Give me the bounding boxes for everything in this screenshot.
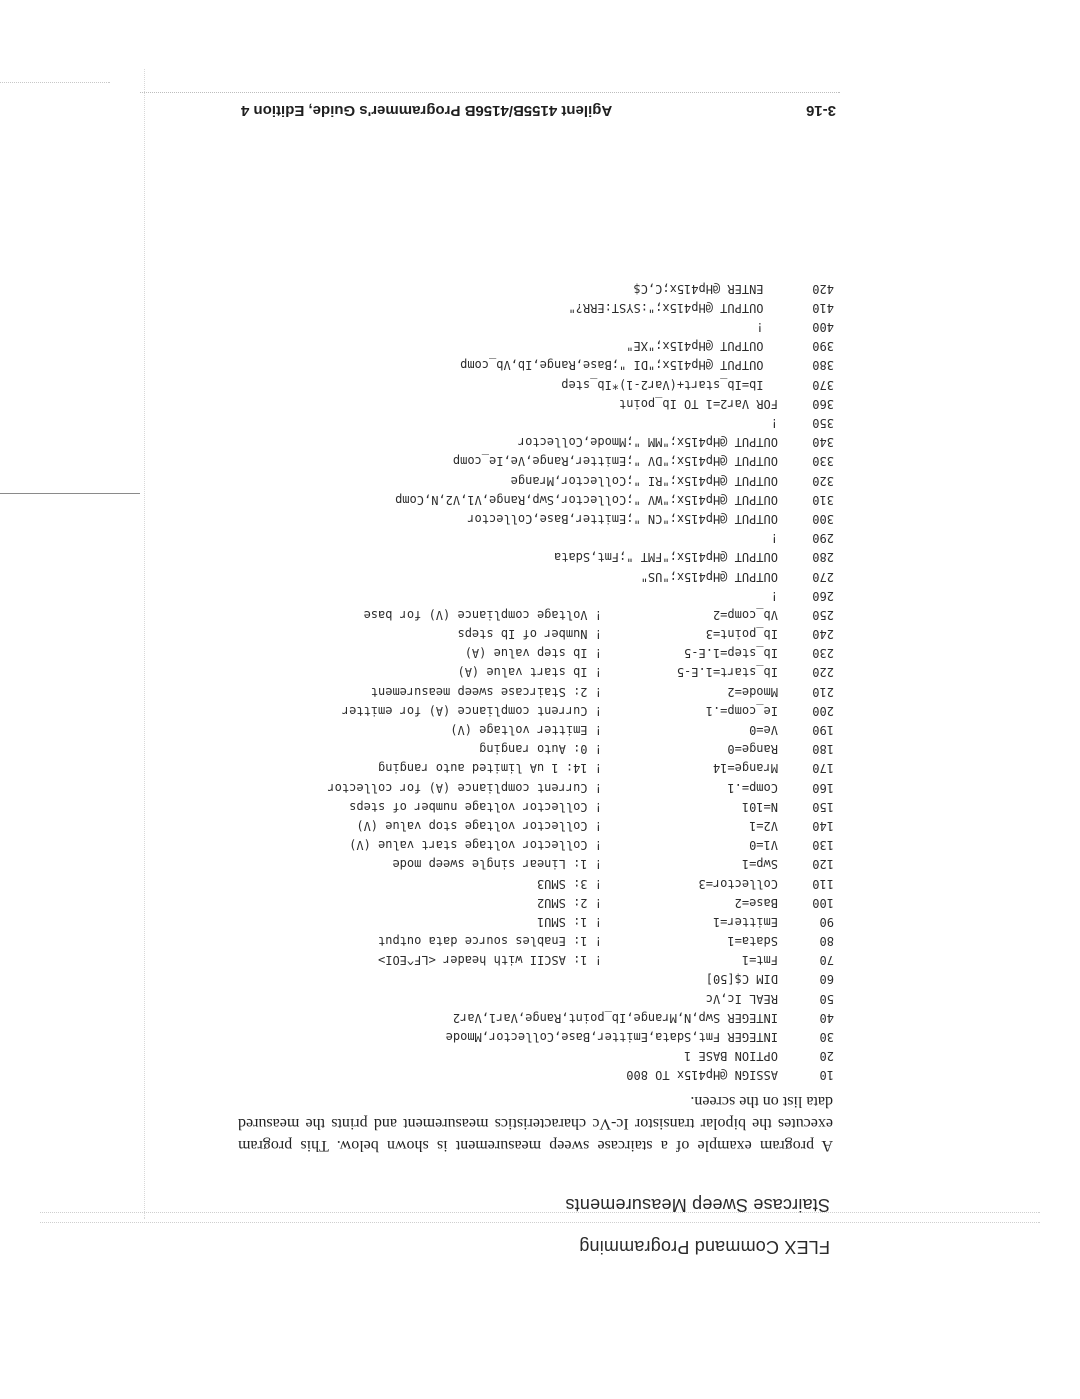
code-comment: ! 1: Enables source data output: [378, 934, 602, 949]
line-number: 60: [819, 972, 834, 987]
line-number: 270: [812, 569, 834, 584]
code-statement: Range=0: [727, 742, 778, 757]
code-statement: Emitter=1: [712, 914, 778, 929]
code-line: [214, 318, 834, 337]
code-comment: ! Voltage compliance (V) for base: [363, 607, 602, 622]
line-number: 40: [819, 1010, 834, 1025]
code-comment: ! Collector voltage number of steps: [349, 799, 602, 814]
code-comment: ! Ib start value (A): [457, 665, 602, 680]
code-statement: Swp=1: [741, 857, 778, 872]
code-statement: !: [770, 416, 778, 431]
code-line: [214, 893, 834, 912]
code-line: [214, 701, 834, 720]
code-statement: FOR Var2=1 TO Ib_point: [619, 396, 778, 411]
line-number: 50: [819, 991, 834, 1006]
code-statement: Base=2: [734, 895, 778, 910]
code-statement: OUTPUT @Hp415x;"FMT ";Fmt,Sdata: [554, 550, 778, 565]
line-number: 390: [812, 339, 834, 354]
line-number: 220: [812, 665, 834, 680]
code-line: [214, 1047, 834, 1066]
code-statement: ASSIGN @Hp415x TO 800: [626, 1068, 778, 1083]
footer-rule: [140, 92, 840, 93]
code-listing: [214, 279, 834, 1085]
line-number: 140: [812, 818, 834, 833]
code-comment: ! Current compliance (A) for collector: [327, 780, 602, 795]
code-line: [214, 644, 834, 663]
line-number: 130: [812, 838, 834, 853]
line-number: 160: [812, 780, 834, 795]
code-line: [214, 797, 834, 816]
code-statement: DIM C$[50]: [705, 972, 778, 987]
scan-border-right: [144, 69, 145, 1219]
code-line: [214, 298, 834, 317]
code-line: [214, 413, 834, 432]
scan-border-top-2: [40, 1212, 1040, 1213]
code-statement: N=101: [741, 799, 778, 814]
line-number: 350: [812, 416, 834, 431]
section-title: FLEX Command Programming: [579, 1237, 830, 1257]
line-number: 380: [812, 358, 834, 373]
code-line: [214, 1066, 834, 1085]
code-line: [214, 529, 834, 548]
subsection-title: Staircase Sweep Measurements: [565, 1195, 830, 1215]
code-line: [214, 509, 834, 528]
code-statement: INTEGER Fmt,Sdata,Emitter,Base,Collector,Mmode: [445, 1030, 778, 1045]
code-line: [214, 912, 834, 931]
code-statement: INTEGER Swp,N,Mrange,Ib_point,Range,Var1,Var2: [452, 1010, 778, 1025]
code-comment: ! 2: Staircase sweep measurement: [370, 684, 602, 699]
line-number: 290: [812, 531, 834, 546]
code-line: [214, 855, 834, 874]
code-statement: Collector=3: [698, 876, 778, 891]
code-line: [214, 682, 834, 701]
line-number: 240: [812, 627, 834, 642]
code-line: [214, 337, 834, 356]
line-number: 10: [819, 1068, 834, 1083]
line-number: 80: [819, 934, 834, 949]
line-number: 190: [812, 723, 834, 738]
code-statement: OUTPUT @Hp415x;"MM ";Mmode,Collector: [517, 435, 778, 450]
code-statement: OUTPUT @Hp415x;"RI ";Collector,Mrange: [510, 473, 778, 488]
line-number: 150: [812, 799, 834, 814]
code-line: [214, 874, 834, 893]
code-line: [214, 471, 834, 490]
code-line: [214, 567, 834, 586]
line-number: 90: [819, 914, 834, 929]
code-comment: ! Current compliance (A) for emitter: [341, 703, 602, 718]
code-line: [214, 816, 834, 835]
code-statement: V1=0: [749, 838, 778, 853]
code-comment: ! 0: Auto ranging: [479, 742, 602, 757]
code-line: [214, 778, 834, 797]
code-statement: !: [770, 588, 778, 603]
code-statement: Vb_comp=2: [712, 607, 778, 622]
code-comment: ! Collector voltage start value (V): [349, 838, 602, 853]
code-statement: OUTPUT @Hp415x;"DV ";Emitter,Range,Ve,Ie_comp: [452, 454, 778, 469]
code-statement: Comp=.1: [727, 780, 778, 795]
line-number: 300: [812, 511, 834, 526]
line-number: 280: [812, 550, 834, 565]
code-statement: OUTPUT @Hp415x;"DI ";Base,Range,Ib,Vb_comp: [460, 358, 778, 373]
code-statement: !: [756, 320, 778, 335]
document-title: Agilent 4155B/4156B Programmer's Guide, Edition 4: [241, 102, 613, 119]
line-number: 200: [812, 703, 834, 718]
code-line: [214, 433, 834, 452]
code-line: [214, 625, 834, 644]
code-comment: ! 14: 1 uA limited auto ranging: [378, 761, 602, 776]
code-statement: Ib_step=1.E-5: [684, 646, 778, 661]
line-number: 250: [812, 607, 834, 622]
code-line: [214, 1027, 834, 1046]
line-number: 100: [812, 895, 834, 910]
code-comment: ! Collector voltage stop value (V): [356, 818, 602, 833]
code-line: [214, 586, 834, 605]
line-number: 180: [812, 742, 834, 757]
line-number: 320: [812, 473, 834, 488]
line-number: 410: [812, 300, 834, 315]
code-statement: Mrange=14: [712, 761, 778, 776]
code-line: [214, 279, 834, 298]
code-line: [214, 452, 834, 471]
code-line: [214, 1008, 834, 1027]
code-line: [214, 605, 834, 624]
code-statement: Fmt=1: [741, 953, 778, 968]
line-number: 400: [812, 320, 834, 335]
line-number: 230: [812, 646, 834, 661]
line-number: 360: [812, 396, 834, 411]
line-number: 210: [812, 684, 834, 699]
line-number: 70: [819, 953, 834, 968]
page-footer: [241, 97, 836, 119]
intro-paragraph: A program example of a staircase sweep measurement is shown below. This program executes the bipolar transistor Ic-Vc characteristics measurement and prints the measured data list on the screen.: [238, 1093, 833, 1154]
code-statement: OUTPUT @Hp415x;"CN ";Emitter,Base,Collector: [467, 511, 778, 526]
code-comment: ! Number of Ib steps: [457, 627, 602, 642]
margin-mark-2: [0, 82, 110, 83]
code-comment: ! Emitter voltage (V): [450, 723, 602, 738]
code-comment: ! 2: SMU2: [536, 895, 602, 910]
code-statement: OUTPUT @Hp415x;"US": [640, 569, 778, 584]
code-statement: Ib_start=1.E-5: [676, 665, 778, 680]
code-statement: ENTER @Hp415x;C,C$: [633, 281, 778, 296]
code-statement: Sdata=1: [727, 934, 778, 949]
code-line: [214, 759, 834, 778]
code-statement: V2=1: [749, 818, 778, 833]
line-number: 170: [812, 761, 834, 776]
code-comment: ! 1: ASCII with header <LF^EOI>: [378, 953, 602, 968]
code-line: [214, 394, 834, 413]
page-number: 3-16: [805, 102, 836, 119]
line-number: 340: [812, 435, 834, 450]
code-line: [214, 740, 834, 759]
line-number: 120: [812, 857, 834, 872]
code-statement: OUTPUT @Hp415x;"WV ";Collector,Swp,Range,V1,V2,N,Comp: [395, 492, 778, 507]
code-comment: ! 3: SMU3: [536, 876, 602, 891]
code-line: [214, 720, 834, 739]
code-line: [214, 951, 834, 970]
line-number: 370: [812, 377, 834, 392]
code-line: [214, 375, 834, 394]
code-line: [214, 989, 834, 1008]
code-statement: OPTION BASE 1: [684, 1049, 778, 1064]
code-statement: Ib_point=3: [705, 627, 778, 642]
code-line: [214, 663, 834, 682]
code-comment: ! 1: Linear single sweep mode: [392, 857, 602, 872]
code-line: [214, 836, 834, 855]
code-statement: OUTPUT @Hp415x;":SYST:ERR?": [568, 300, 778, 315]
code-line: [214, 548, 834, 567]
line-number: 110: [812, 876, 834, 891]
code-line: [214, 970, 834, 989]
code-comment: ! Ib step value (A): [464, 646, 602, 661]
code-statement: REAL Ic,Vc: [705, 991, 778, 1006]
margin-mark: [0, 493, 140, 494]
line-number: 260: [812, 588, 834, 603]
line-number: 330: [812, 454, 834, 469]
code-statement: !: [770, 531, 778, 546]
code-statement: Ie_comp=.1: [705, 703, 778, 718]
line-number: 310: [812, 492, 834, 507]
code-statement: OUTPUT @Hp415x;"XE": [626, 339, 778, 354]
code-line: [214, 932, 834, 951]
line-number: 420: [812, 281, 834, 296]
code-statement: Ve=0: [749, 723, 778, 738]
code-line: [214, 356, 834, 375]
code-statement: Mmode=2: [727, 684, 778, 699]
code-statement: Ib=Ib_start+(Var2-1)*Ib_step: [561, 377, 778, 392]
scan-border-top: [40, 1222, 1040, 1223]
code-line: [214, 490, 834, 509]
line-number: 30: [819, 1030, 834, 1045]
code-comment: ! 1: SMU1: [536, 914, 602, 929]
line-number: 20: [819, 1049, 834, 1064]
